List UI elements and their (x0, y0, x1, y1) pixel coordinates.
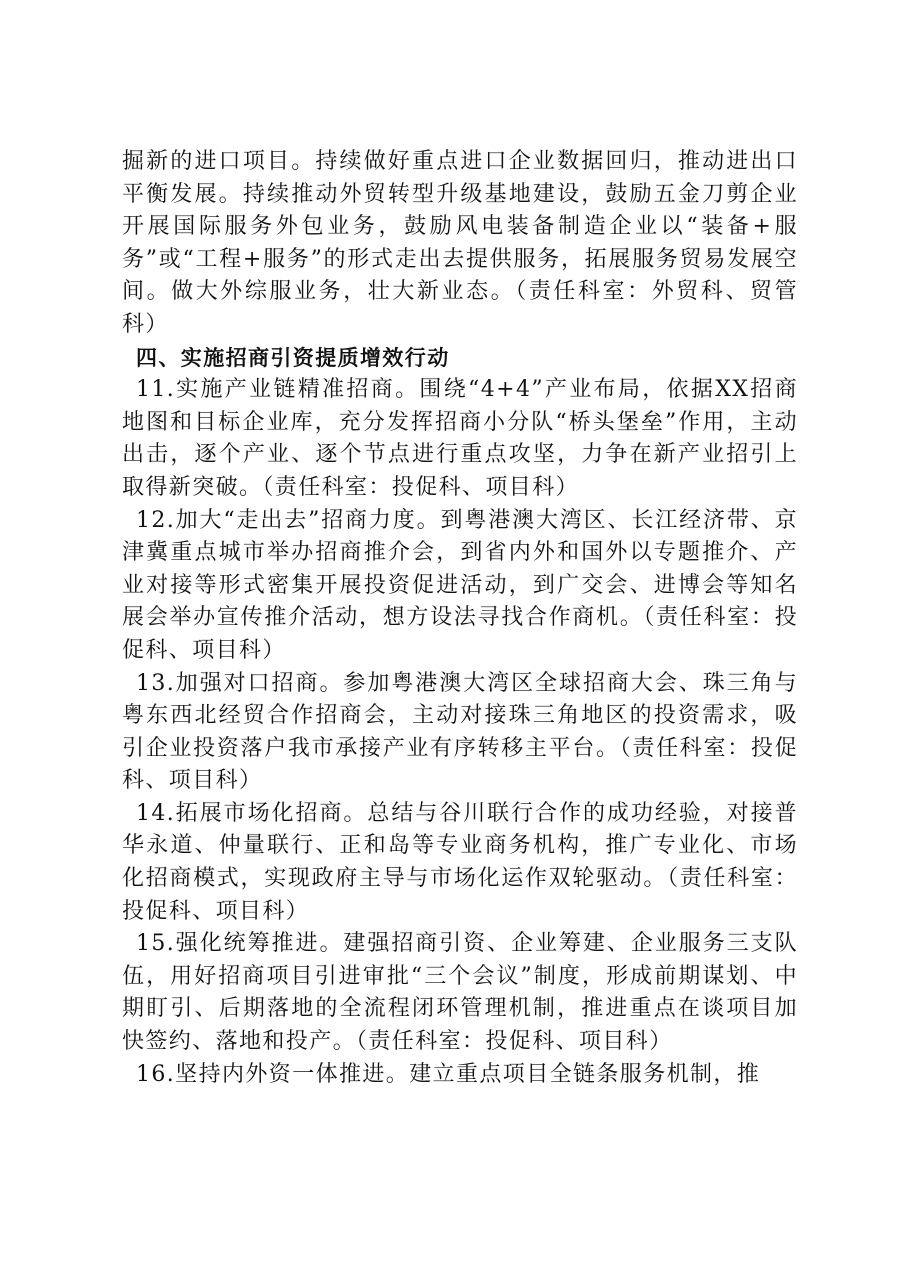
list-item: 11.实施产业链精准招商。围绕“4+4”产业布局，依据XX招商地图和目标企业库，充分发挥招商小分队“桥头堡垒”作用，主动出击，逐个产业、逐个节点进行重点攻坚，力争在新产业招引上取得新突破。（责任科室：投促科、项目科） (122, 377, 798, 500)
list-item: 14.拓展市场化招商。总结与谷川联行合作的成功经验，对接普华永道、仲量联行、正和岛等专业商务机构，推广专业化、市场化招商模式，实现政府主导与市场化运作双轮驱动。（责任科室：投促科、项目科） (122, 800, 798, 924)
section-heading: 四、实施招商引资提质增效行动 (136, 345, 450, 370)
list-item: 16.坚持内外资一体推进。建立重点项目全链条服务机制，推 (136, 1061, 761, 1087)
list-item: 12.加大“走出去”招商力度。到粤港澳大湾区、长江经济带、京津冀重点城市举办招商推介会，到省内外和国外以专题推介、产业对接等形式密集开展投资促进活动，到广交会、进博会等知名展会举办宣传推介活动，想方设法寻找合作商机。（责任科室：投促科、项目科） (122, 507, 798, 663)
list-item: 13.加强对口招商。参加粤港澳大湾区全球招商大会、珠三角与粤东西北经贸合作招商会，主动对接珠三角地区的投资需求，吸引企业投资落户我市承接产业有序转移主平台。（责任科室：投促科、项目科） (122, 670, 798, 794)
intro-paragraph: 掘新的进口项目。持续做好重点进口企业数据回归，推动进出口平衡发展。持续推动外贸转型升级基地建设，鼓励五金刀剪企业开展国际服务外包业务，鼓励风电装备制造企业以“装备+服务”或“工程+服务”的形式走出去提供服务，拓展服务贸易发展空间。做大外综服业务，壮大新业态。（责任科室：外贸科、贸管科） (122, 149, 798, 337)
list-item: 15.强化统筹推进。建强招商引资、企业筹建、企业服务三支队伍，用好招商项目引进审批“三个会议”制度，形成前期谋划、中期盯引、后期落地的全流程闭环管理机制，推进重点在谈项目加快签约、落地和投产。（责任科室：投促科、项目科） (122, 931, 798, 1055)
document-page (122, 146, 798, 1091)
